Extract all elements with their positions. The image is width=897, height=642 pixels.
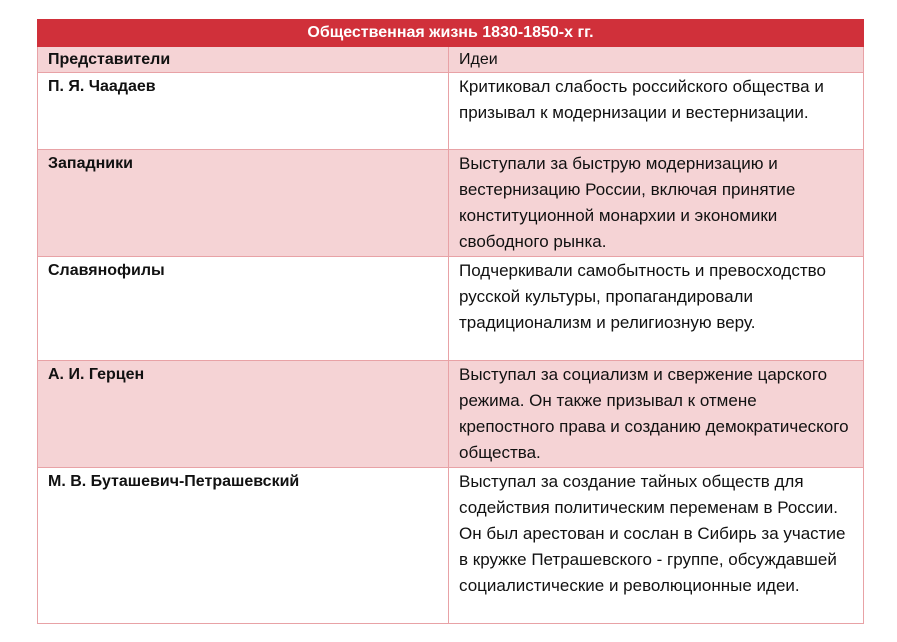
table-title-row bbox=[38, 20, 864, 47]
table-header-row bbox=[38, 47, 864, 73]
header-ideas: Идеи bbox=[449, 47, 864, 73]
table-row bbox=[38, 361, 864, 468]
representative-cell: П. Я. Чаадаев bbox=[38, 73, 449, 150]
idea-cell: Критиковал слабость российского общества и призывал к модернизации и вестернизации. bbox=[449, 73, 864, 150]
representative-cell: М. В. Буташевич-Петрашевский bbox=[38, 468, 449, 624]
idea-cell: Выступали за быструю модернизацию и вестернизацию России, включая принятие конституционной монархии и экономики свободного рынка. bbox=[449, 150, 864, 257]
table-row bbox=[38, 257, 864, 361]
header-representatives: Представители bbox=[38, 47, 449, 73]
table-row bbox=[38, 468, 864, 624]
representative-cell: Славянофилы bbox=[38, 257, 449, 361]
social-life-table bbox=[37, 19, 864, 624]
idea-cell: Подчеркивали самобытность и превосходство русской культуры, пропагандировали традиционализм и религиозную веру. bbox=[449, 257, 864, 361]
table-row bbox=[38, 150, 864, 257]
representative-cell: Западники bbox=[38, 150, 449, 257]
idea-cell: Выступал за социализм и свержение царского режима. Он также призывал к отмене крепостного права и созданию демократического общества. bbox=[449, 361, 864, 468]
representative-cell: А. И. Герцен bbox=[38, 361, 449, 468]
table-row bbox=[38, 73, 864, 150]
idea-cell: Выступал за создание тайных обществ для содействия политическим переменам в России. Он был арестован и сослан в Сибирь за участие в кружке Петрашевского - группе, обсуждавшей социалистические и революционные идеи. bbox=[449, 468, 864, 624]
table-title: Общественная жизнь 1830-1850-х гг. bbox=[38, 20, 864, 47]
